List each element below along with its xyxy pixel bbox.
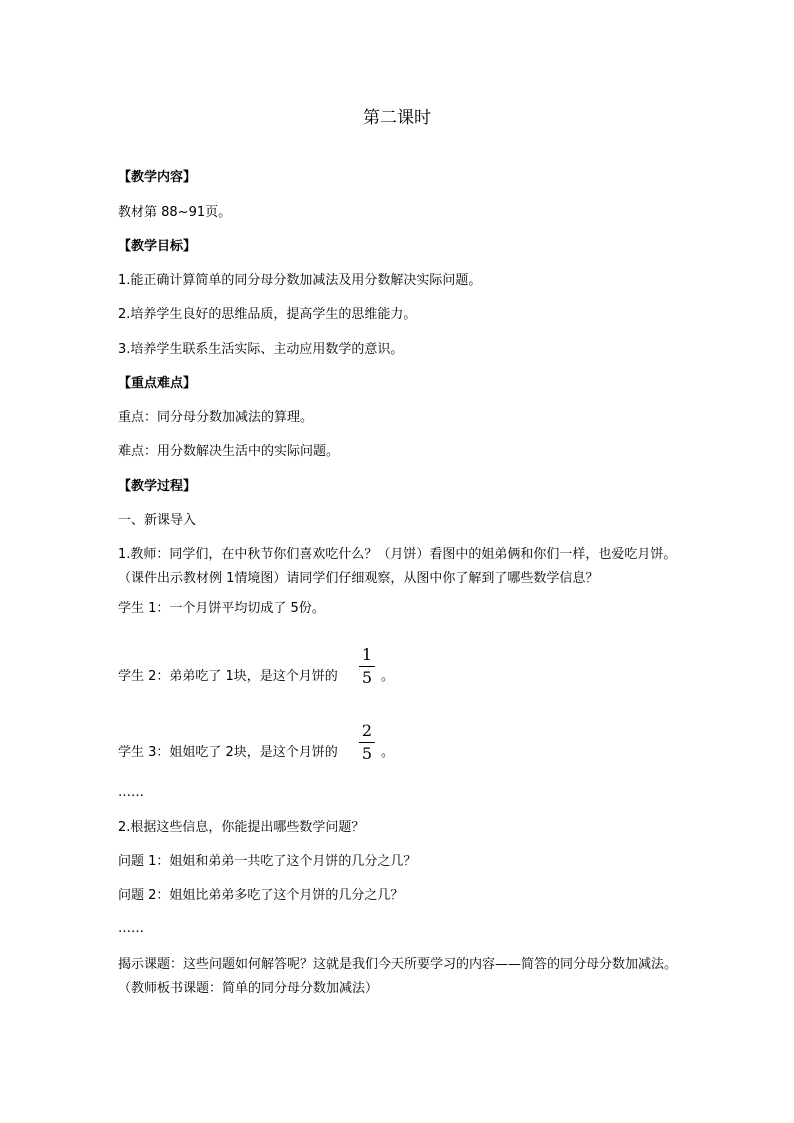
student-2-period: 。 — [381, 669, 395, 684]
teacher-intro-paragraph: 1.教师：同学们，在中秋节你们喜欢吃什么？（月饼）看图中的姐弟俩和你们一样，也爱吃月饼。（课件出示教材例 1情境图）请同学们仔细观察，从图中你了解到了哪些数学信息？ — [118, 547, 677, 586]
goal-item-2: 2.培养学生良好的思维品质，提高学生的思维能力。 — [118, 307, 417, 322]
ellipsis: …… — [118, 785, 144, 800]
page-title: 第二课时 — [363, 108, 431, 128]
process-heading: 【教学过程】 — [118, 479, 197, 494]
reveal-topic-paragraph: 揭示课题：这些问题如何解答呢？这就是我们今天所要学习的内容——简答的同分母分数加减法。（教师板书课题：简单的同分母分数加减法） — [118, 957, 678, 996]
question-2: 问题 2：姐姐比弟弟多吃了这个月饼的几分之几？ — [118, 888, 404, 903]
goals-heading: 【教学目标】 — [118, 239, 197, 254]
fraction-numerator: 2 — [361, 721, 373, 740]
fraction-bar — [359, 666, 375, 667]
content-heading: 【教学内容】 — [118, 170, 197, 185]
fraction-one-fifth — [359, 645, 375, 688]
student-2-answer: 学生 2：弟弟吃了 1块，是这个月饼的 — [118, 669, 338, 684]
fraction-bar — [359, 742, 375, 743]
fraction-denominator: 5 — [361, 668, 373, 687]
goal-item-3: 3.培养学生联系生活实际、主动应用数学的意识。 — [118, 342, 404, 357]
question-1: 问题 1：姐姐和弟弟一共吃了这个月饼的几分之几？ — [118, 854, 417, 869]
question-intro: 2.根据这些信息，你能提出哪些数学问题？ — [118, 820, 365, 835]
process-section-title: 一、新课导入 — [118, 513, 197, 528]
student-3-answer: 学生 3：姐姐吃了 2块，是这个月饼的 — [118, 745, 338, 760]
goal-item-1: 1.能正确计算简单的同分母分数加减法及用分数解决实际问题。 — [118, 273, 482, 288]
fraction-denominator: 5 — [361, 744, 373, 763]
student-1-answer: 学生 1：一个月饼平均切成了 5份。 — [118, 601, 325, 616]
key-heading: 【重点难点】 — [118, 376, 197, 391]
content-text: 教材第 88~91页。 — [118, 205, 232, 220]
fraction-two-fifths — [359, 721, 375, 764]
difficulty-point: 难点：用分数解决生活中的实际问题。 — [118, 444, 340, 459]
fraction-numerator: 1 — [361, 645, 373, 664]
student-3-period: 。 — [381, 745, 395, 760]
ellipsis: …… — [118, 921, 144, 936]
key-point: 重点：同分母分数加减法的算理。 — [118, 410, 314, 425]
